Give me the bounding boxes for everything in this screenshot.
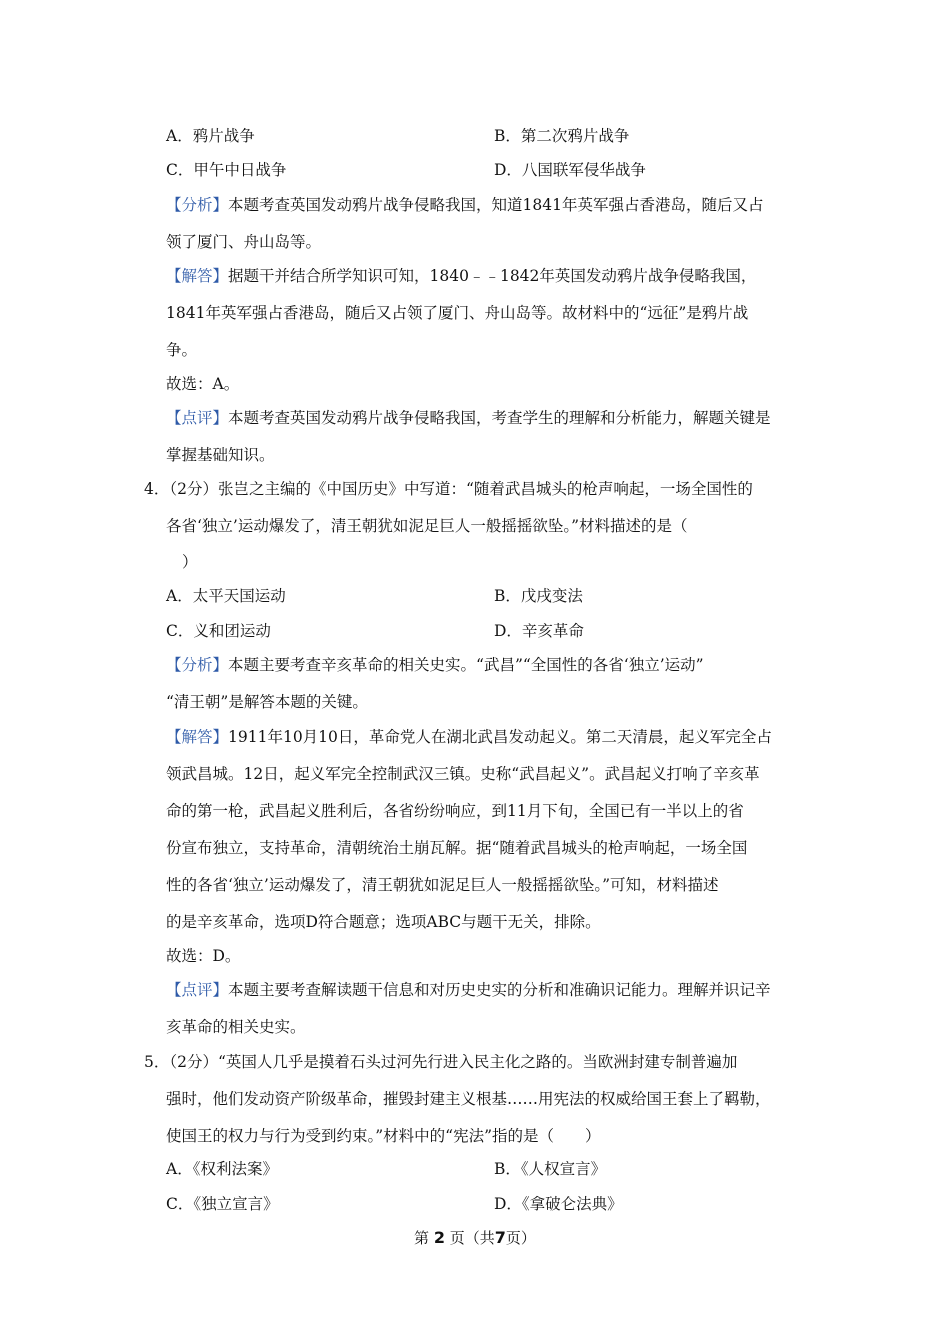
- q4-stem-line-2: 各省‘独立’运动爆发了，清王朝犹如泥足巨人一般摇摇欲坠。”材料描述的是（: [166, 517, 688, 535]
- q3-comment-line-2: 掌握基础知识。: [166, 446, 275, 464]
- q3-analysis-line-2: 领了厦门、舟山岛等。: [166, 233, 322, 251]
- comment-tag: 【点评】: [166, 981, 229, 999]
- total-page-count: 7: [494, 1228, 506, 1247]
- q4-option-b: B．戊戌变法: [494, 587, 583, 605]
- q4-stem-line-3: ）: [182, 553, 198, 571]
- answer-tag: 【解答】: [166, 267, 229, 285]
- q4-comment-line-1: 【点评】本题主要考查解读题干信息和对历史史实的分析和准确识记能力。理解并识记辛: [166, 981, 771, 999]
- q4-analysis-line-1: 【分析】本题主要考查辛亥革命的相关史实。“武昌”“全国性的各省‘独立’运动”: [166, 656, 704, 674]
- q4-option-d: D．辛亥革命: [494, 622, 584, 640]
- q4-option-a: A．太平天国运动: [166, 587, 286, 605]
- q5-option-b: B．《人权宣言》: [494, 1160, 607, 1178]
- q4-choice: 故选：D。: [166, 947, 241, 965]
- q5-stem-line-1: 5．（2分）“英国人几乎是摸着石头过河先行进入民主化之路的。当欧洲封建专制普遍加: [144, 1053, 738, 1071]
- q3-answer-line-3: 争。: [166, 341, 198, 359]
- q4-answer-line-3: 命的第一枪，武昌起义胜利后，各省纷纷响应，到11月下旬，全国已有一半以上的省: [166, 802, 744, 820]
- q5-option-a: A．《权利法案》: [166, 1160, 278, 1178]
- page-footer: 第 2 页（共7页）: [414, 1228, 536, 1247]
- q3-choice: 故选：A。: [166, 375, 240, 393]
- q3-answer-line-1: 【解答】据题干并结合所学知识可知，1840﹣﹣1842年英国发动鸦片战争侵略我国，: [166, 267, 757, 285]
- answer-tag: 【解答】: [166, 728, 229, 746]
- q5-stem-line-3: 使国王的权力与行为受到约束。”材料中的“宪法”指的是（ ）: [166, 1127, 601, 1145]
- q4-answer-line-5: 性的各省‘独立’运动爆发了，清王朝犹如泥足巨人一般摇摇欲坠。”可知，材料描述: [166, 876, 719, 894]
- q4-answer-line-2: 领武昌城。12日，起义军完全控制武汉三镇。史称“武昌起义”。武昌起义打响了辛亥革: [166, 765, 760, 783]
- q3-analysis-line-1: 【分析】本题考查英国发动鸦片战争侵略我国，知道1841年英军强占香港岛，随后又占: [166, 196, 764, 214]
- q4-comment-line-2: 亥革命的相关史实。: [166, 1018, 306, 1036]
- analysis-tag: 【分析】: [166, 196, 229, 214]
- q4-analysis-line-2: “清王朝”是解答本题的关键。: [166, 693, 368, 711]
- q3-option-a: A．鸦片战争: [166, 127, 255, 145]
- q4-answer-line-4: 份宣布独立，支持革命，清朝统治土崩瓦解。据“随着武昌城头的枪声响起，一场全国: [166, 839, 748, 857]
- q5-stem-line-2: 强时，他们发动资产阶级革命，摧毁封建主义根基……用宪法的权威给国王套上了羁勒，: [166, 1090, 771, 1108]
- comment-tag: 【点评】: [166, 409, 229, 427]
- q4-answer-line-1: 【解答】1911年10月10日，革命党人在湖北武昌发动起义。第二天清晨，起义军完全占: [166, 728, 772, 746]
- q5-option-d: D．《拿破仑法典》: [494, 1195, 623, 1213]
- q4-answer-line-6: 的是辛亥革命，选项D符合题意；选项ABC与题干无关，排除。: [166, 913, 601, 931]
- q5-option-c: C．《独立宣言》: [166, 1195, 279, 1213]
- q3-answer-line-2: 1841年英军强占香港岛，随后又占领了厦门、舟山岛等。故材料中的“远征”是鸦片战: [166, 304, 749, 322]
- q3-option-d: D．八国联军侵华战争: [494, 161, 646, 179]
- q4-stem-line-1: 4．（2分）张岂之主编的《中国历史》中写道：“随着武昌城头的枪声响起，一场全国性的: [144, 480, 753, 498]
- q3-option-b: B．第二次鸦片战争: [494, 127, 630, 145]
- q3-comment-line-1: 【点评】本题考查英国发动鸦片战争侵略我国，考查学生的理解和分析能力，解题关键是: [166, 409, 771, 427]
- current-page-number: 2: [433, 1228, 445, 1247]
- q4-option-c: C．义和团运动: [166, 622, 271, 640]
- q3-option-c: C．甲午中日战争: [166, 161, 287, 179]
- analysis-tag: 【分析】: [166, 656, 229, 674]
